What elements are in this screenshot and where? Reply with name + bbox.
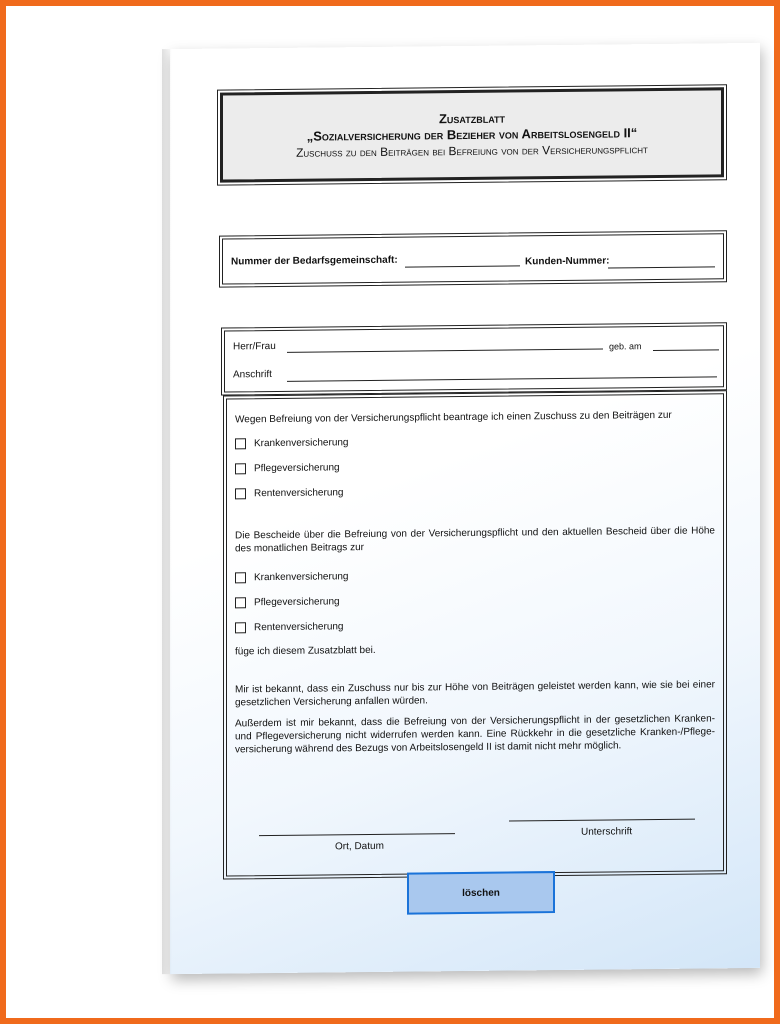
form-title: Zusatzblatt bbox=[438, 110, 506, 127]
section1-option-rv[interactable] bbox=[235, 486, 344, 500]
title-box bbox=[220, 87, 724, 182]
section2-outro: füge ich diesem Zusatzblatt bei. bbox=[235, 644, 376, 658]
address-field[interactable] bbox=[287, 376, 717, 382]
section2-option-kv[interactable] bbox=[235, 570, 349, 584]
form-subtitle: „Sozialversicherung der Bezieher von Arbeitslosengeld II“ bbox=[306, 125, 638, 144]
signature-label: Unterschrift bbox=[581, 826, 633, 838]
section1-intro: Wegen Befreiung von der Versicherungspflicht beantrage ich einen Zuschuss zu den Beiträgen zur bbox=[235, 409, 672, 426]
checkbox[interactable] bbox=[235, 438, 246, 449]
section2-option-pv[interactable] bbox=[235, 595, 340, 609]
note-paragraph-2: Außerdem ist mir bekannt, dass die Befreiung von der Versicherungspflicht in der gesetzlichen Kranken- und Pflegeversicherung nicht widerrufen werden kann. Eine Rückkehr in die gesetzliche Kranken-/Pflege-versicherung während des Bezugs von Arbeitslosengeld II ist damit nicht mehr möglich. bbox=[235, 713, 715, 756]
checkbox[interactable] bbox=[235, 572, 246, 583]
option-label: Rentenversicherung bbox=[254, 621, 344, 634]
section2-intro: Die Bescheide über die Befreiung von der Versicherungspflicht und den aktuellen Bescheid über die Höhe des monatlichen Beitrags zur bbox=[235, 525, 715, 555]
bedarfsgemeinschaft-field[interactable] bbox=[405, 265, 520, 267]
option-label: Pflegeversicherung bbox=[254, 462, 340, 475]
main-box bbox=[226, 393, 724, 876]
checkbox[interactable] bbox=[235, 597, 246, 608]
person-box bbox=[224, 325, 724, 392]
note-paragraph-1: Mir ist bekannt, dass ein Zuschuss nur bis zur Höhe von Beiträgen geleistet werden kann, wie sie bei einer gesetzlichen Versicherung anfallen würden. bbox=[235, 679, 715, 709]
kunden-nummer-label: Kunden-Nummer: bbox=[525, 255, 610, 268]
form-description: Zuschuss zu den Beiträgen bei Befreiung von der Versicherungspflicht bbox=[296, 142, 648, 160]
option-label: Rentenversicherung bbox=[254, 487, 344, 500]
birth-date-field[interactable] bbox=[653, 349, 719, 351]
place-date-line[interactable] bbox=[259, 833, 455, 836]
name-field[interactable] bbox=[287, 349, 603, 353]
place-date-label: Ort, Datum bbox=[335, 840, 384, 853]
section1-option-pv[interactable] bbox=[235, 461, 340, 475]
section1-option-kv[interactable] bbox=[235, 436, 349, 450]
document-page bbox=[170, 43, 760, 974]
bedarfsgemeinschaft-label: Nummer der Bedarfsgemeinschaft: bbox=[231, 254, 398, 268]
option-label: Krankenversicherung bbox=[254, 571, 349, 584]
delete-button[interactable]: löschen bbox=[407, 871, 555, 915]
option-label: Pflegeversicherung bbox=[254, 596, 340, 609]
signature-line[interactable] bbox=[509, 819, 695, 822]
checkbox[interactable] bbox=[235, 488, 246, 499]
birth-date-label: geb. am bbox=[609, 341, 642, 352]
ids-box bbox=[222, 233, 724, 284]
address-label: Anschrift bbox=[233, 369, 272, 381]
option-label: Krankenversicherung bbox=[254, 437, 349, 450]
checkbox[interactable] bbox=[235, 463, 246, 474]
section2-option-rv[interactable] bbox=[235, 620, 344, 634]
kunden-nummer-field[interactable] bbox=[608, 266, 715, 268]
checkbox[interactable] bbox=[235, 622, 246, 633]
name-label: Herr/Frau bbox=[233, 340, 276, 353]
